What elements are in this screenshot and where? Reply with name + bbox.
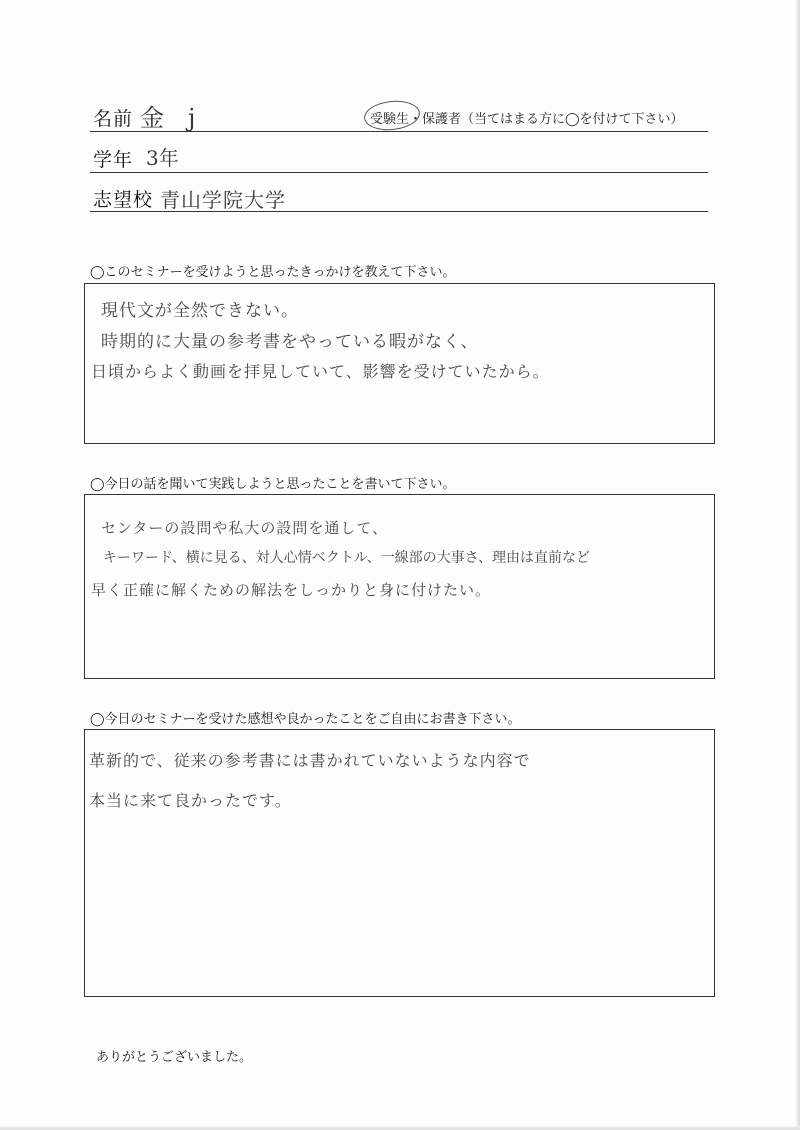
grade-underline — [90, 172, 708, 173]
answer-line: センターの設問や私大の設問を通して、 — [101, 519, 389, 537]
answer-line: 時期的に大量の参考書をやっている暇がなく、 — [101, 332, 479, 352]
grade-label: 学年 — [93, 149, 134, 171]
question-1-prompt: ◯このセミナーを受けようと思ったきっかけを教えて下さい。 — [90, 265, 456, 280]
school-underline — [90, 211, 708, 212]
question-2-prompt: ◯今日の話を聞いて実践しようと思ったことを書いて下さい。 — [90, 477, 456, 492]
answer-line: 革新的で、従来の参考書には書かれていないような内容で — [89, 751, 531, 770]
grade-value: 3年 — [146, 146, 179, 170]
scan-edge-bottom — [0, 1126, 800, 1130]
name-label: 名前 — [93, 108, 134, 130]
question-1-answer-box — [84, 283, 715, 444]
scan-edge-right — [796, 0, 800, 1130]
question-3-prompt: ◯今日のセミナーを受けた感想や良かったことをご自由にお書き下さい。 — [90, 712, 521, 727]
name-underline — [90, 131, 708, 132]
closing-thanks: ありがとうございました。 — [96, 1050, 253, 1065]
question-2-answer-box — [84, 494, 715, 679]
answer-line: 本当に来て良かったです。 — [89, 791, 292, 810]
question-3-answer-box — [84, 729, 715, 997]
answer-line: 日頃からよく動画を拝見していて、影響を受けていたから。 — [91, 362, 550, 381]
answer-line: キーワード、横に見る、対人心情ベクトル、一線部の大事さ、理由は直前など — [103, 550, 591, 566]
school-label: 志望校 — [93, 189, 154, 211]
answer-line: 現代文が全然できない。 — [101, 301, 299, 321]
school-value: 青山学院大学 — [160, 188, 286, 212]
answer-line: 早く正確に解くための解法をしっかりと身に付けたい。 — [91, 581, 492, 599]
role-options: 受験生・保護者（当てはまる方に◯を付けて下さい） — [370, 112, 684, 127]
name-value: 金 j — [140, 104, 196, 132]
